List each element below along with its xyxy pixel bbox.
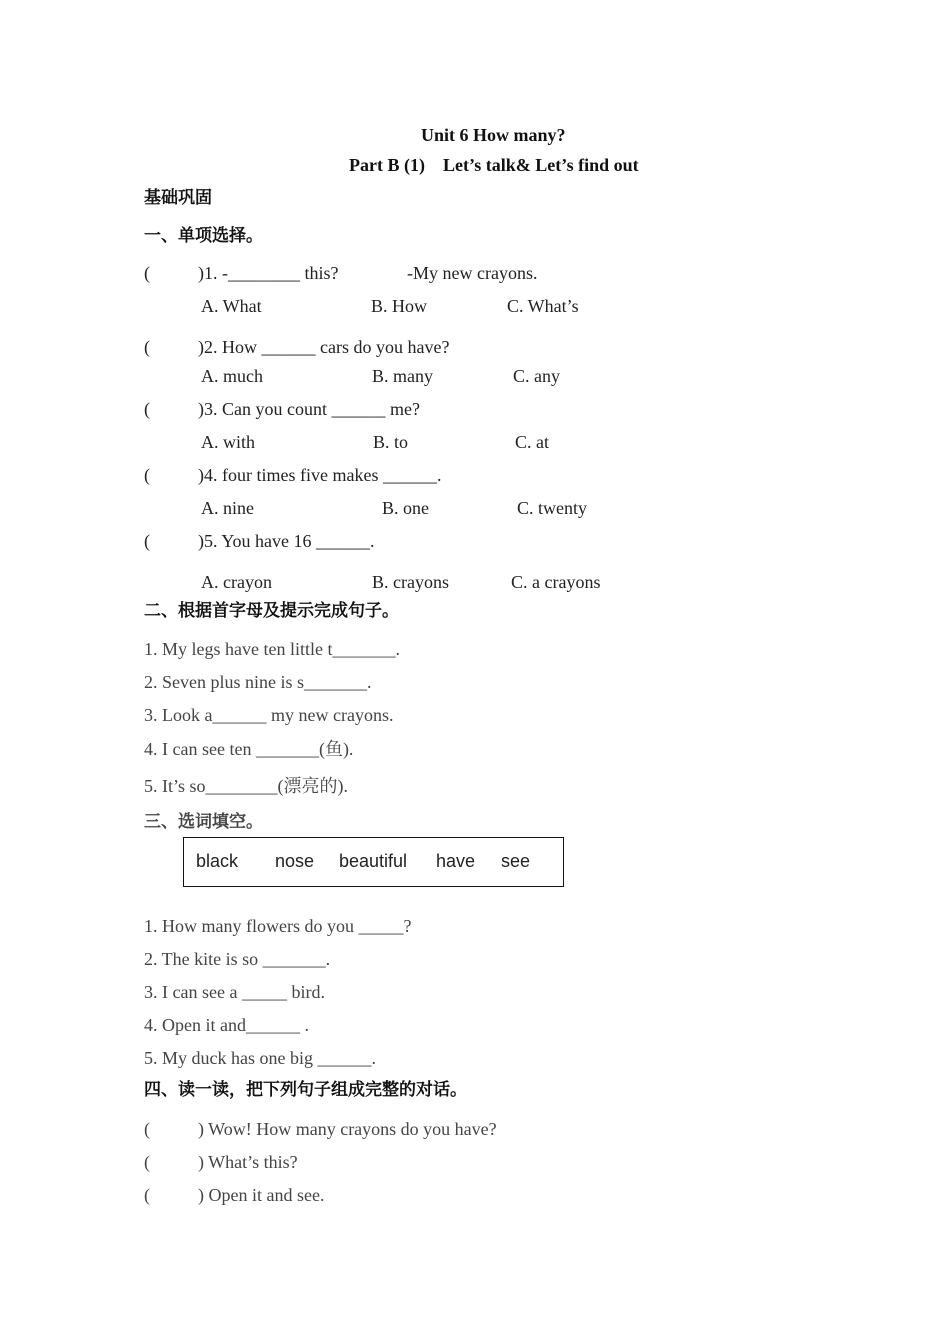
q2-option-b: B. many: [372, 366, 433, 386]
q3-option-a: A. with: [201, 432, 255, 452]
q3-option-b: B. to: [373, 432, 409, 452]
s2-item-2: 2. Seven plus nine is s_______.: [144, 672, 372, 692]
q3-paren: (: [144, 399, 150, 419]
q2-text: )2. How ______ cars do you have?: [198, 337, 450, 357]
section1-title: 一、单项选择。: [144, 226, 263, 246]
q1-option-b: B. How: [371, 296, 428, 316]
q5-option-c: C. a crayons: [511, 572, 601, 592]
q4-option-b: B. one: [382, 498, 429, 518]
s2-item-4: 4. I can see ten _______(鱼).: [144, 739, 354, 759]
s3-item-5: 5. My duck has one big ______.: [144, 1048, 376, 1068]
q5-text: )5. You have 16 ______.: [198, 531, 375, 551]
s4-item-2-text: ) What’s this?: [198, 1152, 298, 1172]
s2-item-5: 5. It’s so________(漂亮的).: [144, 776, 348, 796]
word-bank-word: see: [501, 851, 531, 871]
s4-item-1-paren: (: [144, 1119, 150, 1139]
s4-item-3-text: ) Open it and see.: [198, 1185, 325, 1205]
section4-title: 四、读一读，把下列句子组成完整的对话。: [144, 1080, 467, 1100]
page-title: Unit 6 How many?: [421, 125, 566, 145]
s3-item-3: 3. I can see a _____ bird.: [144, 982, 325, 1002]
word-bank-word: nose: [275, 851, 315, 871]
q1-paren: (: [144, 263, 150, 283]
s4-item-3-paren: (: [144, 1185, 150, 1205]
s3-item-4: 4. Open it and______ .: [144, 1015, 309, 1035]
word-bank-word: black: [196, 851, 239, 871]
page-subtitle: Part B (1) Let’s talk& Let’s find out: [349, 155, 639, 175]
s4-item-1-text: ) Wow! How many crayons do you have?: [198, 1119, 497, 1139]
q4-text: )4. four times five makes ______.: [198, 465, 442, 485]
section2-title: 二、根据首字母及提示完成句子。: [144, 601, 399, 621]
q2-option-c: C. any: [513, 366, 560, 386]
q4-option-c: C. twenty: [517, 498, 587, 518]
q5-option-a: A. crayon: [201, 572, 272, 592]
q1-option-a: A. What: [201, 296, 262, 316]
q5-paren: (: [144, 531, 150, 551]
heading-basics: 基础巩固: [144, 188, 212, 208]
q2-option-a: A. much: [201, 366, 263, 386]
q3-option-c: C. at: [515, 432, 549, 452]
section3-title: 三、选词填空。: [144, 812, 263, 832]
s3-item-1: 1. How many flowers do you _____?: [144, 916, 412, 936]
q3-text: )3. Can you count ______ me?: [198, 399, 420, 419]
q1-option-c: C. What’s: [507, 296, 579, 316]
s2-item-3: 3. Look a______ my new crayons.: [144, 705, 394, 725]
word-bank-word: beautiful: [339, 851, 408, 871]
q1-reply: -My new crayons.: [407, 263, 538, 283]
q1-text: )1. -________ this?: [198, 263, 339, 283]
q4-paren: (: [144, 465, 150, 485]
s3-item-2: 2. The kite is so _______.: [144, 949, 331, 969]
q5-option-b: B. crayons: [372, 572, 449, 592]
q4-option-a: A. nine: [201, 498, 254, 518]
s4-item-2-paren: (: [144, 1152, 150, 1172]
word-bank-word: have: [436, 851, 476, 871]
s2-item-1: 1. My legs have ten little t_______.: [144, 639, 400, 659]
q2-paren: (: [144, 337, 150, 357]
